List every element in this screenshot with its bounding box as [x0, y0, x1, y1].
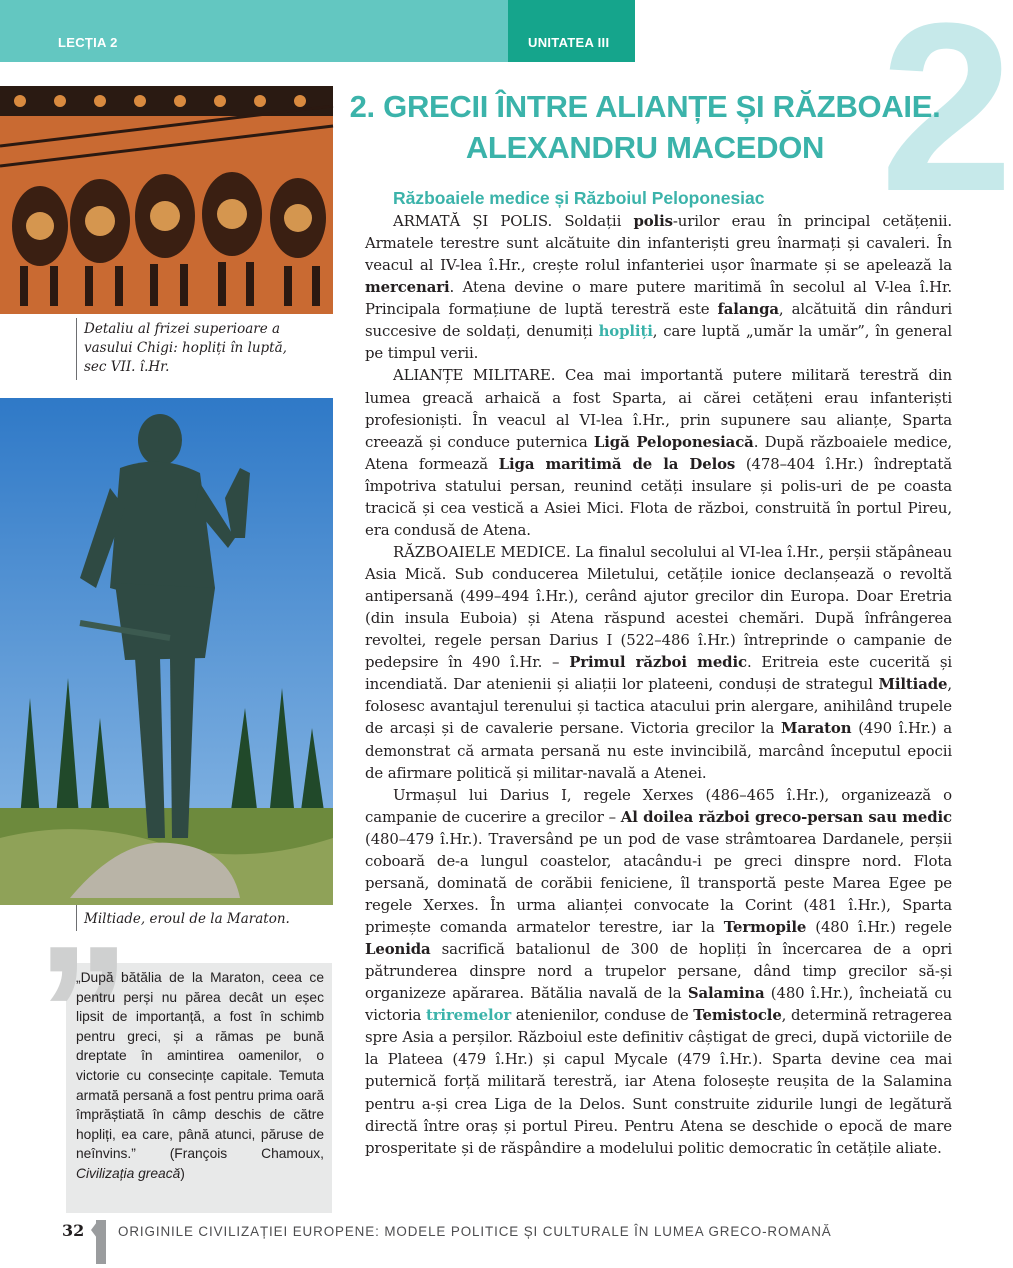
key-term: Primul război medic: [569, 653, 747, 672]
top-banner: [0, 0, 1000, 62]
text-run: ARMATĂ ȘI POLIS. Soldații: [393, 212, 634, 230]
page-number: 32: [62, 1221, 85, 1240]
body-paragraph: [365, 210, 952, 364]
quote-body: „După bătălia de la Maraton, ceea ce pentru perși nu părea decât un eșec lipsit de importanță, a fost în schimb pentru greci, și a rămas pe bună dreptate în amintirea oamenilor, o victorie cu consecințe capitale. Temuta armată persană a fost pentru prima oară împrăștiată în câmp deschis de către hopliți, ea care, până atunci, păruse de neînvins.” (François Chamoux,: [76, 970, 324, 1162]
body-text: [365, 210, 952, 1159]
key-term: Termopile: [723, 918, 807, 936]
text-run: , alcătuită din rânduri succesive de soldați, denumiți: [365, 300, 952, 341]
key-term: Maraton: [781, 719, 852, 738]
vase-illustration: [0, 86, 333, 314]
text-run: RĂZBOAIELE MEDICE. La finalul secolului al VI-lea î.Hr., perșii stăpâneau Asia Mică. Sub conducerea Miletului, cetățile ionice declanșează o revoltă antipersană (499–494 î.Hr.), cerând ajutor grecilor din Europa. Doar Eretria (din insula Euboia) și Atena răspund acestei chemări. După înfrângerea revoltei, regele persan Darius I (522–486 î.Hr.) întreprinde o campanie de pedepsire în 490 î.Hr. –: [365, 542, 952, 672]
text-run: , folosesc avantajul terenului și tactica atacului prin alergare, anihilând trupele de arcași și de cavalerie persane. Victoria grecilor la: [365, 675, 952, 738]
key-term: Ligă Peloponesiacă: [593, 432, 754, 451]
text-run: -urilor erau în principal cetățenii. Armatele terestre sunt alcătuite din infanteriști greu înarmați și cavaleri. În veacul al IV-lea î.Hr., crește rolul infanteriei ușor înarmate și se apelează la: [365, 212, 952, 275]
key-term: Temistocle: [693, 1006, 782, 1025]
statue-image: [0, 398, 333, 905]
key-term: Miltiade: [878, 675, 948, 694]
lesson-number-watermark: 2: [880, 0, 1013, 241]
text-run: (480–479 î.Hr.). Traversând pe un pod de vase strâmtoarea Dardanele, perșii coboară de-a lungul coastelor, atacându-i pe greci dinspre nord. Flota persană, dominată de corăbii feniciene, îl transportă peste Marea Egee pe regele Xerxes. În urma alianței convocate la Corint (481 î.Hr.), Sparta primește comanda armatelor terestre, iar la: [365, 829, 952, 936]
text-run: (478–404 î.Hr.) îndreptată împotriva statului persan, reunind cetăți insulare și polis-uri de pe coasta tracică și cea vestică a Asiei Mici. Flota de război, construită în portul Pireu, era condusă de Atena.: [365, 454, 952, 539]
quote-close: ): [180, 1165, 185, 1181]
glossary-term: hopliți: [598, 322, 653, 341]
text-run: ALIANȚE MILITARE. Cea mai importantă putere militară terestră din lumea greacă arhaică a fost Sparta, ai cărei cetățeni erau infanteriști profesioniști. În veacul al VI-lea î.Hr., prin supunere sau alianțe, Sparta creează și conduce puternica: [365, 366, 952, 451]
key-term: Liga maritimă de la Delos: [498, 454, 736, 473]
key-term: Salamina: [687, 984, 765, 1003]
body-paragraph: [365, 784, 952, 1159]
glossary-term: triremelor: [425, 1006, 512, 1025]
key-term: polis: [633, 212, 673, 230]
quote-source: Civilizația greacă: [76, 1165, 181, 1181]
text-run: , care luptă „umăr la umăr”, în general pe timpul verii.: [365, 322, 952, 363]
caption-rule: [76, 318, 77, 380]
text-run: (480 î.Hr.) regele: [806, 918, 952, 936]
text-run: , determină retragerea spre Asia a perșilor. Războiul este definitiv câștigat de greci, după victoriile de la Plateea (479 î.Hr.) și capul Mycale (479 î.Hr.). Sparta devine cea mai puternică forță militară terestră, iar Atena folosește reușita de la Salamina pentru a-și crea Liga de la Delos. Sunt construite zidurile lungi de legătură directă între oraș și portul Pireu. Pentru Atena se deschide o epocă de mare prosperitate și de răspândire a modelului politic democratic în cetățile aliate.: [365, 1006, 953, 1157]
text-run: (480 î.Hr.), încheiată cu victoria: [365, 984, 953, 1025]
key-term: Leonida: [365, 940, 431, 959]
text-run: sacrifică batalionul de 300 de hopliți în încercarea de a opri pătrunderea dinspre nord a trupelor persane, dând timp grecilor să-și organizeze apărarea. Bătălia navală de la: [365, 940, 952, 1003]
lesson-label: LECȚIA 2: [58, 35, 118, 50]
body-paragraph: [365, 364, 952, 541]
unit-label: UNITATEA III: [528, 35, 610, 50]
text-run: . Atena devine o mare putere maritimă în secolul al V-lea î.Hr. Principala formațiune de luptă terestră este: [365, 278, 952, 319]
running-title: ORIGINILE CIVILIZAȚIEI EUROPENE: MODELE POLITICE ȘI CULTURALE ÎN LUMEA GRECO-ROMANĂ: [118, 1224, 832, 1239]
title-line-1: 2. GRECII ÎNTRE ALIANȚE ȘI RĂZBOAIE.: [349, 89, 941, 124]
statue-caption: Miltiade, eroul de la Maraton.: [84, 911, 290, 927]
vase-caption: Detaliu al frizei superioare a vasului Chigi: hopliți în luptă, sec VII. î.Hr.: [84, 321, 287, 375]
vase-fresco-image: [0, 86, 333, 314]
unit-bar: [508, 0, 635, 62]
lesson-bar: [0, 0, 508, 62]
body-paragraph: [365, 541, 952, 784]
key-term: falanga: [717, 300, 779, 319]
key-term: Al doilea război greco-persan sau medic: [620, 807, 952, 826]
page-title: [345, 86, 945, 168]
footer-bar: [96, 1220, 106, 1264]
text-run: . Eritreia este cucerită și incendiată. Dar atenienii și aliații lor plateeni, conduși de strategul: [365, 653, 952, 694]
section-subheading: Războaiele medice și Războiul Peloponesiac: [393, 188, 765, 208]
title-line-2: ALEXANDRU MACEDON: [465, 130, 825, 165]
quote-text: [76, 968, 324, 1184]
text-run: (490 î.Hr.) a demonstrat că armata persană nu este invincibilă, marcând începutul epocii de afirmare politică și militar-navală a Atenei.: [365, 719, 952, 782]
statue-illustration: [0, 398, 333, 905]
quote-mark-icon: ”: [36, 907, 131, 1119]
text-run: . După războaiele medice, Atena formează: [365, 432, 952, 473]
text-run: atenienilor, conduse de: [511, 1006, 694, 1025]
text-run: Urmașul lui Darius I, regele Xerxes (486–465 î.Hr.), organizează o campanie de cucerire a grecilor –: [365, 785, 952, 826]
key-term: mercenari: [365, 278, 450, 297]
